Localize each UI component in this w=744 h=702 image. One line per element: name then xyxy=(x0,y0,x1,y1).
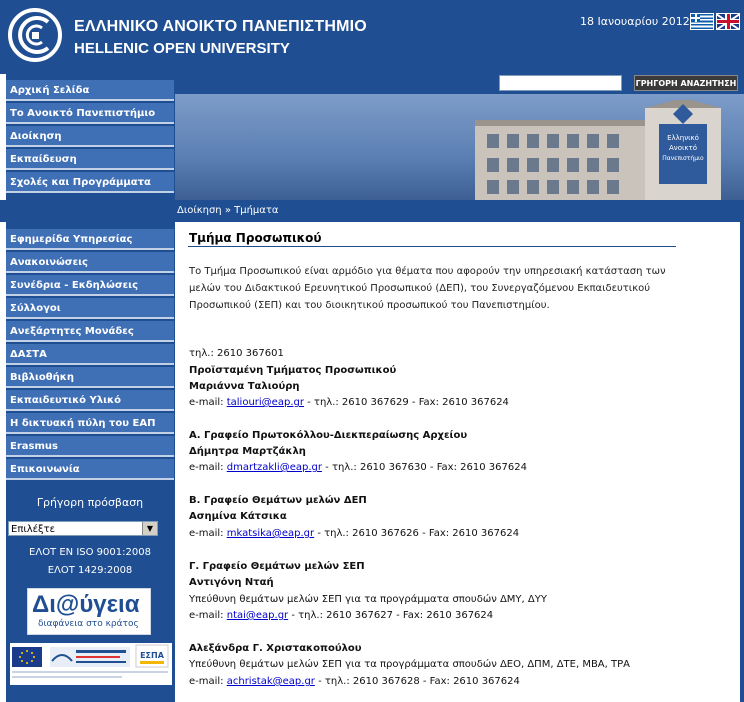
university-building-image xyxy=(475,100,735,200)
logos-caption-line xyxy=(12,671,168,673)
email-link[interactable]: achristak@eap.gr xyxy=(226,676,315,687)
breadcrumb[interactable]: Διοίκηση » Τμήματα xyxy=(177,205,279,216)
elot-certification: ΕΛΟΤ 1429:2008 xyxy=(47,565,133,576)
diavgeia-logo[interactable] xyxy=(27,588,151,635)
head-contact xyxy=(189,397,509,408)
side-menu-item[interactable]: Ανεξάρτητες Μονάδες xyxy=(6,321,174,342)
funding-logos xyxy=(10,643,172,685)
email-label: e-mail: xyxy=(189,676,227,687)
menu-schools-programs[interactable]: Σχολές και Προγράμματα xyxy=(6,172,174,193)
chevron-down-icon[interactable]: ▼ xyxy=(142,522,157,535)
operational-program-logo-icon xyxy=(50,647,130,667)
side-menu-item[interactable]: Συνέδρια - Εκδηλώσεις xyxy=(6,275,174,296)
side-menu-item[interactable]: Εκπαιδευτικό Υλικό xyxy=(6,390,174,411)
search-input[interactable] xyxy=(499,75,622,91)
title-divider xyxy=(188,246,676,247)
side-menu-item[interactable]: Εφημερίδα Υπηρεσίας xyxy=(6,229,174,250)
logos-caption-line xyxy=(12,676,122,678)
espa-logo xyxy=(136,645,168,667)
menu-home[interactable]: Αρχική Σελίδα xyxy=(6,80,174,101)
site-header xyxy=(0,0,744,74)
side-menu-item[interactable]: Ανακοινώσεις xyxy=(6,252,174,273)
office-person-name: Αλεξάνδρα Γ. Χριστακοπούλου xyxy=(189,643,362,654)
office-person-name: Ασημίνα Κάτσικα xyxy=(189,511,287,522)
office-contact xyxy=(189,610,493,621)
office-description: Υπεύθυνη θεμάτων μελών ΣΕΠ για τα προγράμματα σπουδών ΔΕΟ, ΔΠΜ, ΔΤΕ, ΜΒΑ, ΤΡΑ xyxy=(189,659,630,670)
office-description: Υπεύθυνη θεμάτων μελών ΣΕΠ για τα προγράμματα σπουδών ΔΜΥ, ΔΥΥ xyxy=(189,594,547,605)
office-title: Γ. Γραφείο Θεμάτων μελών ΣΕΠ xyxy=(189,561,365,572)
eu-flag-icon xyxy=(12,647,42,667)
side-menu-item[interactable]: ΔΑΣΤΑ xyxy=(6,344,174,365)
quick-access-title: Γρήγορη πρόσβαση xyxy=(36,496,144,509)
site-title-greek: ΕΛΛΗΝΙΚΟ ΑΝΟΙΚΤΟ ΠΑΝΕΠΙΣΤΗΜΙΟ xyxy=(74,18,367,35)
select-value: Επιλέξτε xyxy=(11,524,56,535)
email-label: e-mail: xyxy=(189,462,227,473)
email-label: e-mail: xyxy=(189,528,227,539)
iso-certification: ΕΛΟΤ ΕΝ ISO 9001:2008 xyxy=(29,547,151,558)
menu-administration[interactable]: Διοίκηση xyxy=(6,126,174,147)
head-role: Προϊσταμένη Τμήματος Προσωπικού xyxy=(189,365,397,376)
quick-access-select[interactable] xyxy=(8,521,158,536)
current-date: 18 Ιανουαρίου 2012 xyxy=(580,15,690,28)
contact-tail: - τηλ.: 2610 367626 - Fax: 2610 367624 xyxy=(314,528,520,539)
intro-paragraph: Το Τμήμα Προσωπικού είναι αρμόδιο για θέματα που αφορούν την υπηρεσιακή κατάσταση των μελών του Διδακτικού Ερευνητικού Προσωπικού (ΔΕΠ), του Συνεργαζόμενου Εκπαιδευτικού Προσωπικού (ΣΕΠ) και του διοικητικού προσωπικού του Πανεπιστημίου. xyxy=(189,266,666,311)
side-menu-item[interactable]: Η δικτυακή πύλη του ΕΑΠ xyxy=(6,413,174,434)
uk-flag-icon[interactable] xyxy=(716,13,740,30)
building-sign-line3: Πανεπιστήμιο xyxy=(662,155,704,162)
email-label: e-mail: xyxy=(189,610,227,621)
contact-tail: - τηλ.: 2610 367629 - Fax: 2610 367624 xyxy=(303,397,509,408)
email-label: e-mail: xyxy=(189,397,227,408)
greek-flag-icon[interactable] xyxy=(690,13,714,30)
site-title-english: HELLENIC OPEN UNIVERSITY xyxy=(74,40,290,57)
office-person-name: Δήμητρα Μαρτζάκλη xyxy=(189,446,306,457)
building-sign-line1: Ελληνικό xyxy=(667,134,699,142)
email-link[interactable]: dmartzakli@eap.gr xyxy=(226,462,322,473)
side-menu-item[interactable]: Επικοινωνία xyxy=(6,459,174,480)
diavgeia-tagline: διαφάνεια στο κράτος xyxy=(38,619,139,629)
espa-text: ΕΣΠΑ xyxy=(140,651,164,660)
office-contact xyxy=(189,528,519,539)
main-phone: τηλ.: 2610 367601 xyxy=(189,348,284,359)
head-name: Μαριάννα Ταλιούρη xyxy=(189,381,300,392)
building-sign-line2: Ανοικτό xyxy=(669,144,697,152)
menu-education[interactable]: Εκπαίδευση xyxy=(6,149,174,170)
contact-tail: - τηλ.: 2610 367627 - Fax: 2610 367624 xyxy=(288,610,494,621)
side-menu-item[interactable]: Βιβλιοθήκη xyxy=(6,367,174,388)
page-title: Τμήμα Προσωπικού xyxy=(189,231,322,245)
email-link[interactable]: taliouri@eap.gr xyxy=(226,397,304,408)
contact-tail: - τηλ.: 2610 367628 - Fax: 2610 367624 xyxy=(314,676,520,687)
office-contact xyxy=(189,676,520,687)
email-link[interactable]: ntai@eap.gr xyxy=(226,610,289,621)
quick-search-button[interactable]: ΓΡΗΓΟΡΗ ΑΝΑΖΗΤΗΣΗ xyxy=(634,75,738,91)
side-menu-item[interactable]: Erasmus xyxy=(6,436,174,457)
office-contact xyxy=(189,462,527,473)
university-logo-icon[interactable] xyxy=(8,8,62,62)
diavgeia-text: Δι@ύγεια xyxy=(32,591,140,618)
office-person-name: Αντιγόνη Νταή xyxy=(189,577,274,588)
content-right-border xyxy=(740,222,744,702)
breadcrumb-bar xyxy=(0,200,744,222)
office-title: Α. Γραφείο Πρωτοκόλλου-Διεκπεραίωσης Αρχείου xyxy=(189,430,468,441)
email-link[interactable]: mkatsika@eap.gr xyxy=(226,528,315,539)
side-menu-item[interactable]: Σύλλογοι xyxy=(6,298,174,319)
header-banner xyxy=(175,94,744,200)
contact-tail: - τηλ.: 2610 367630 - Fax: 2610 367624 xyxy=(321,462,527,473)
office-title: Β. Γραφείο Θεμάτων μελών ΔΕΠ xyxy=(189,495,367,506)
menu-open-university[interactable]: Το Ανοικτό Πανεπιστήμιο xyxy=(6,103,174,124)
